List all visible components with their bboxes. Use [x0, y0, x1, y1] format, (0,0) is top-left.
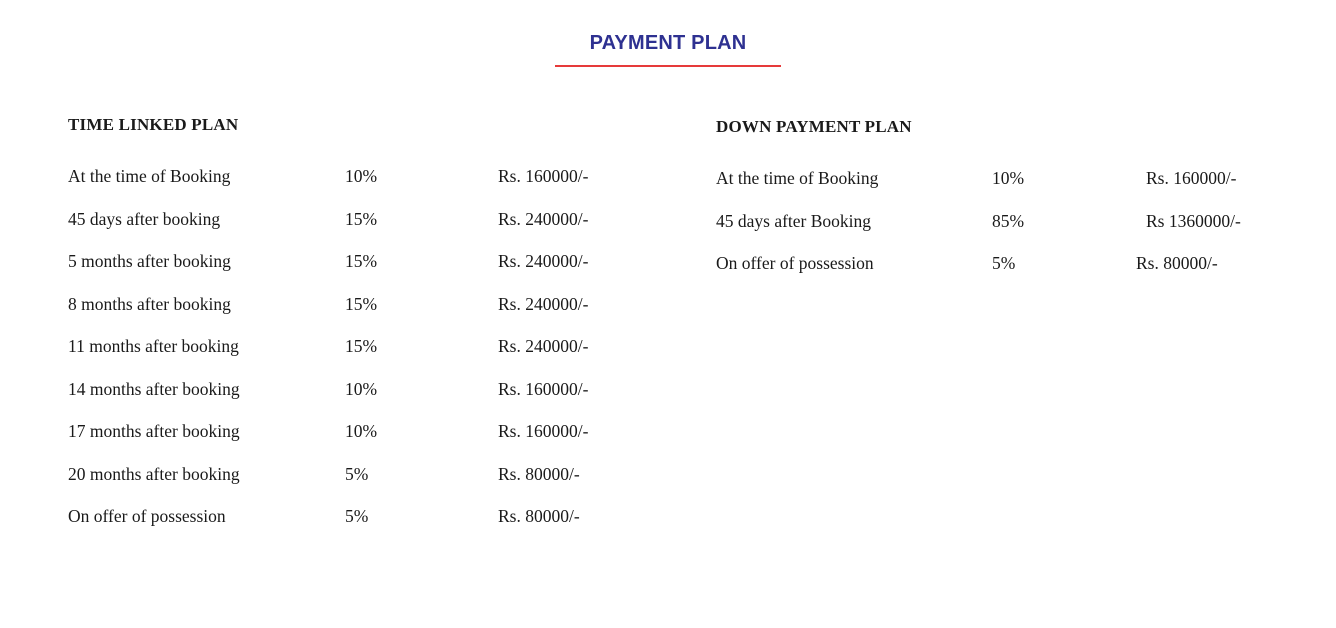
- table-row: [68, 325, 589, 368]
- table-row: [68, 368, 589, 411]
- payment-percent: 10%: [345, 421, 378, 441]
- payment-stage: 17 months after booking: [68, 421, 240, 441]
- title-underline: [555, 65, 781, 67]
- payment-amount: Rs. 160000/-: [1146, 168, 1237, 188]
- payment-amount: Rs. 240000/-: [498, 208, 589, 229]
- payment-stage: On offer of possession: [68, 506, 226, 526]
- payment-percent: 5%: [992, 253, 1016, 273]
- payment-amount: Rs. 160000/-: [498, 166, 589, 186]
- payment-percent: 15%: [345, 251, 378, 271]
- payment-percent: 5%: [345, 463, 369, 484]
- payment-percent: 15%: [345, 208, 378, 229]
- table-row: [716, 242, 1218, 285]
- payment-stage: 11 months after booking: [68, 336, 239, 356]
- table-row: [68, 495, 580, 538]
- payment-stage: On offer of possession: [716, 253, 874, 273]
- payment-stage: 14 months after booking: [68, 378, 240, 399]
- table-row: [68, 410, 589, 453]
- payment-percent: 10%: [992, 168, 1025, 188]
- payment-amount: Rs. 240000/-: [498, 293, 589, 314]
- payment-amount: Rs. 80000/-: [498, 506, 580, 526]
- time-linked-plan-rows: [68, 155, 589, 538]
- time-linked-plan: [68, 113, 589, 538]
- payment-percent: 85%: [992, 210, 1025, 231]
- payment-amount: Rs. 240000/-: [498, 251, 589, 271]
- table-row: [68, 283, 589, 326]
- payment-stage: At the time of Booking: [68, 166, 231, 186]
- payment-percent: 10%: [345, 166, 378, 186]
- payment-stage: At the time of Booking: [716, 168, 879, 188]
- table-row: [68, 198, 589, 241]
- page-title: PAYMENT PLAN: [589, 32, 747, 54]
- table-row: [68, 453, 580, 496]
- payment-stage: 5 months after booking: [68, 251, 231, 271]
- down-payment-plan: [716, 115, 1241, 285]
- table-row: [68, 240, 589, 283]
- payment-amount: Rs. 160000/-: [498, 378, 589, 399]
- down-payment-plan-rows: [716, 157, 1241, 285]
- payment-percent: 15%: [345, 293, 378, 314]
- payment-percent: 15%: [345, 336, 378, 356]
- table-row: [716, 200, 1241, 243]
- payment-percent: 10%: [345, 378, 378, 399]
- down-payment-plan-heading: DOWN PAYMENT PLAN: [716, 117, 912, 136]
- payment-amount: Rs. 160000/-: [498, 421, 589, 441]
- payment-stage: 20 months after booking: [68, 463, 240, 484]
- payment-stage: 45 days after Booking: [716, 210, 872, 231]
- payment-amount: Rs. 80000/-: [498, 463, 580, 484]
- payment-stage: 8 months after booking: [68, 293, 231, 314]
- table-row: [716, 157, 1237, 200]
- table-row: [68, 155, 589, 198]
- payment-amount: Rs. 80000/-: [1136, 253, 1218, 273]
- payment-stage: 45 days after booking: [68, 208, 221, 229]
- payment-amount: Rs. 240000/-: [498, 336, 589, 356]
- time-linked-plan-heading: TIME LINKED PLAN: [68, 115, 239, 134]
- payment-percent: 5%: [345, 506, 369, 526]
- payment-amount: Rs 1360000/-: [1146, 210, 1241, 231]
